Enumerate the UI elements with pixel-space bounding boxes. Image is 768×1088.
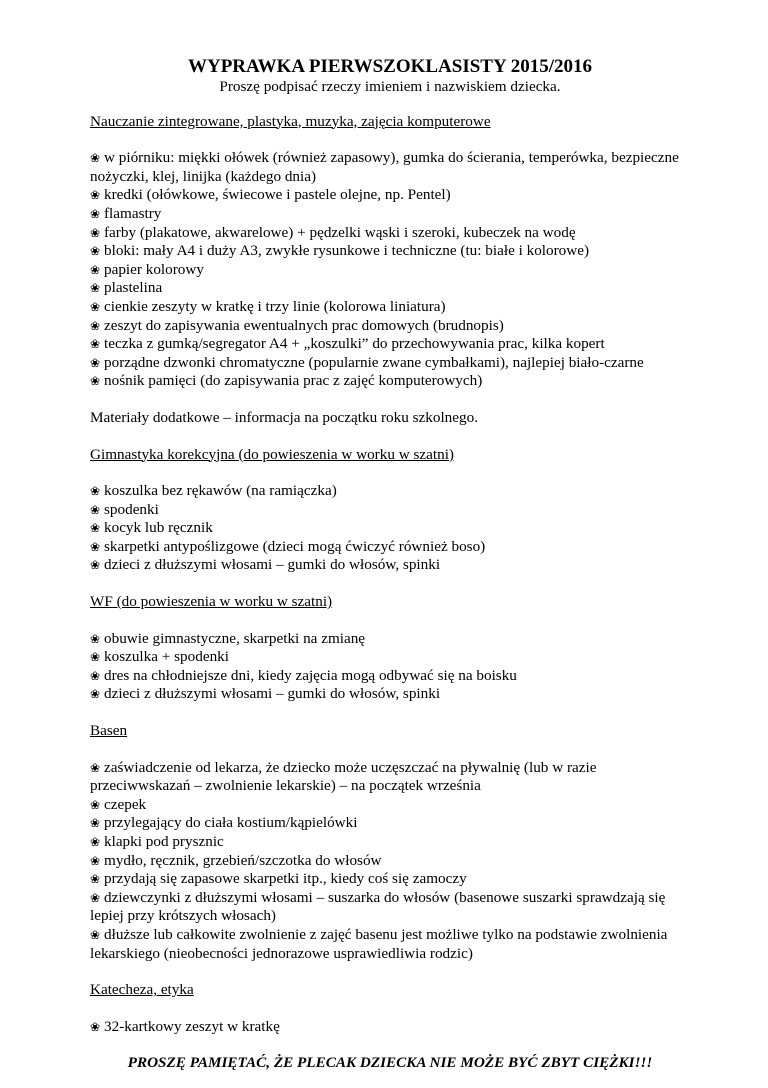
- list-item: [90, 519, 690, 538]
- list-item-text: kredki (ołówkowe, świecowe i pastele olejne, np. Pentel): [104, 186, 451, 204]
- footer-warning: PROSZĘ PAMIĘTAĆ, ŻE PLECAK DZIECKA NIE MOŻE BYĆ ZBYT CIĘŻKI!!!: [127, 1054, 653, 1072]
- flower-bullet-icon: ❀: [90, 244, 101, 259]
- item-list: [90, 1018, 690, 1037]
- flower-bullet-icon: ❀: [90, 262, 101, 277]
- list-item-text: kocyk lub ręcznik: [104, 519, 213, 537]
- flower-bullet-icon: ❀: [90, 853, 101, 868]
- list-item: [90, 538, 690, 557]
- list-item: [90, 759, 690, 796]
- list-item: [90, 926, 690, 963]
- list-item: [90, 667, 690, 686]
- flower-bullet-icon: ❀: [90, 374, 101, 389]
- flower-bullet-icon: ❀: [90, 484, 101, 499]
- flower-bullet-icon: ❀: [90, 668, 101, 683]
- item-list: [90, 482, 690, 575]
- flower-bullet-icon: ❀: [90, 206, 101, 221]
- section-heading: Gimnastyka korekcyjna (do powieszenia w worku w szatni): [90, 445, 454, 463]
- list-item: [90, 335, 690, 354]
- list-item: [90, 317, 690, 336]
- document-page: [90, 56, 690, 1088]
- list-item: [90, 372, 690, 391]
- list-item-text: cienkie zeszyty w kratkę i trzy linie (kolorowa liniatura): [104, 297, 446, 315]
- list-item-text: koszulka + spodenki: [104, 648, 229, 666]
- flower-bullet-icon: ❀: [90, 631, 101, 646]
- section: [90, 446, 690, 576]
- list-item: [90, 685, 690, 704]
- list-item-text: obuwie gimnastyczne, skarpetki na zmianę: [104, 629, 366, 647]
- list-item: [90, 279, 690, 298]
- list-item-text: dziewczynki z dłuższymi włosami – suszarka do włosów (basenowe suszarki sprawdzają się lepiej przy krótszych włosach): [90, 888, 666, 925]
- flower-bullet-icon: ❀: [90, 318, 101, 333]
- flower-bullet-icon: ❀: [90, 687, 101, 702]
- flower-bullet-icon: ❀: [90, 502, 101, 517]
- list-item: [90, 261, 690, 280]
- list-item-text: papier kolorowy: [104, 260, 204, 278]
- flower-bullet-icon: ❀: [90, 225, 101, 240]
- list-item: [90, 648, 690, 667]
- list-item-text: dzieci z dłuższymi włosami – gumki do włosów, spinki: [104, 556, 441, 574]
- list-item: [90, 556, 690, 575]
- sections-container: [90, 113, 690, 1037]
- section: [90, 113, 690, 391]
- list-item: [90, 1018, 690, 1037]
- list-item-text: przydają się zapasowe skarpetki itp., kiedy coś się zamoczy: [104, 870, 467, 888]
- list-item-text: zeszyt do zapisywania ewentualnych prac domowych (brudnopis): [104, 316, 504, 334]
- section: [90, 722, 690, 963]
- flower-bullet-icon: ❀: [90, 539, 101, 554]
- flower-bullet-icon: ❀: [90, 521, 101, 536]
- list-item: [90, 186, 690, 205]
- list-item-text: flamastry: [104, 204, 162, 222]
- list-item-text: teczka z gumką/segregator A4 + „koszulki” do przechowywania prac, kilka kopert: [104, 335, 605, 353]
- list-item-text: czepek: [104, 795, 147, 813]
- flower-bullet-icon: ❀: [90, 927, 101, 942]
- flower-bullet-icon: ❀: [90, 872, 101, 887]
- list-item-text: zaświadczenie od lekarza, że dziecko może uczęszczać na pływalnię (lub w razie przeciwwskazań – zwolnienie lekarskie) – na początek września: [90, 758, 597, 795]
- section: [90, 593, 690, 704]
- list-item: [90, 298, 690, 317]
- list-item-text: w piórniku: miękki ołówek (również zapasowy), gumka do ścierania, temperówka, bezpieczne nożyczki, klej, linijka (każdego dnia): [90, 149, 679, 185]
- list-item-text: bloki: mały A4 i duży A3, zwykłe rysunkowe i techniczne (tu: białe i kolorowe): [104, 242, 590, 260]
- section-heading: Nauczanie zintegrowane, plastyka, muzyka, zajęcia komputerowe: [90, 112, 491, 130]
- list-item: [90, 870, 690, 889]
- flower-bullet-icon: ❀: [90, 151, 101, 166]
- list-item-text: spodenki: [104, 500, 159, 518]
- list-item-text: klapki pod prysznic: [104, 833, 224, 850]
- list-item: [90, 814, 690, 833]
- list-item: [90, 501, 690, 520]
- section-heading: WF (do powieszenia w worku w szatni): [90, 593, 333, 611]
- flower-bullet-icon: ❀: [90, 281, 101, 296]
- flower-bullet-icon: ❀: [90, 835, 101, 849]
- list-item-text: nośnik pamięci (do zapisywania prac z zajęć komputerowych): [104, 372, 483, 390]
- section-heading: Basen: [90, 722, 128, 740]
- flower-bullet-icon: ❀: [90, 797, 101, 812]
- list-item: [90, 852, 690, 871]
- list-item-text: skarpetki antypoślizgowe (dzieci mogą ćwiczyć również boso): [104, 537, 486, 555]
- list-item-text: porządne dzwonki chromatyczne (popularnie zwane cymbałkami), najlepiej biało-czarne: [104, 353, 644, 371]
- item-list: [90, 149, 690, 391]
- list-item: [90, 796, 690, 815]
- item-list: [90, 630, 690, 704]
- list-item: [90, 149, 690, 186]
- flower-bullet-icon: ❀: [90, 188, 101, 203]
- flower-bullet-icon: ❀: [90, 558, 101, 573]
- item-list: [90, 759, 690, 964]
- document-title: WYPRAWKA PIERWSZOKLASISTY 2015/2016: [187, 56, 593, 77]
- list-item-text: 32-kartkowy zeszyt w kratkę: [104, 1017, 280, 1035]
- section-heading: Katecheza, etyka: [90, 981, 194, 999]
- document-subtitle: Proszę podpisać rzeczy imieniem i nazwiskiem dziecka.: [219, 78, 561, 95]
- list-item: [90, 205, 690, 224]
- list-item: [90, 354, 690, 373]
- list-item-text: mydło, ręcznik, grzebień/szczotka do włosów: [104, 851, 382, 869]
- additional-materials-note: Materiały dodatkowe – informacja na początku roku szkolnego.: [90, 408, 478, 426]
- list-item-text: koszulka bez rękawów (na ramiączka): [104, 482, 337, 500]
- list-item: [90, 242, 690, 261]
- list-item-text: dzieci z dłuższymi włosami – gumki do włosów, spinki: [104, 685, 441, 703]
- flower-bullet-icon: ❀: [90, 1019, 101, 1034]
- flower-bullet-icon: ❀: [90, 650, 101, 665]
- flower-bullet-icon: ❀: [90, 355, 101, 370]
- list-item-text: farby (plakatowe, akwarelowe) + pędzelki wąski i szeroki, kubeczek na wodę: [104, 223, 576, 241]
- list-item-text: plastelina: [104, 279, 163, 297]
- list-item: [90, 482, 690, 501]
- list-item: [90, 833, 690, 852]
- section: [90, 981, 690, 1036]
- flower-bullet-icon: ❀: [90, 816, 101, 831]
- flower-bullet-icon: ❀: [90, 890, 101, 905]
- list-item: [90, 889, 690, 926]
- list-item: [90, 630, 690, 649]
- list-item: [90, 224, 690, 243]
- flower-bullet-icon: ❀: [90, 337, 101, 352]
- list-item-text: dres na chłodniejsze dni, kiedy zajęcia mogą odbywać się na boisku: [104, 666, 517, 684]
- flower-bullet-icon: ❀: [90, 760, 101, 775]
- flower-bullet-icon: ❀: [90, 299, 101, 314]
- list-item-text: przylegający do ciała kostium/kąpielówki: [104, 814, 358, 832]
- list-item-text: dłuższe lub całkowite zwolnienie z zajęć basenu jest możliwe tylko na podstawie zwolnienia lekarskiego (nieobecności jednorazowe usprawiedliwia rodzic): [90, 925, 668, 962]
